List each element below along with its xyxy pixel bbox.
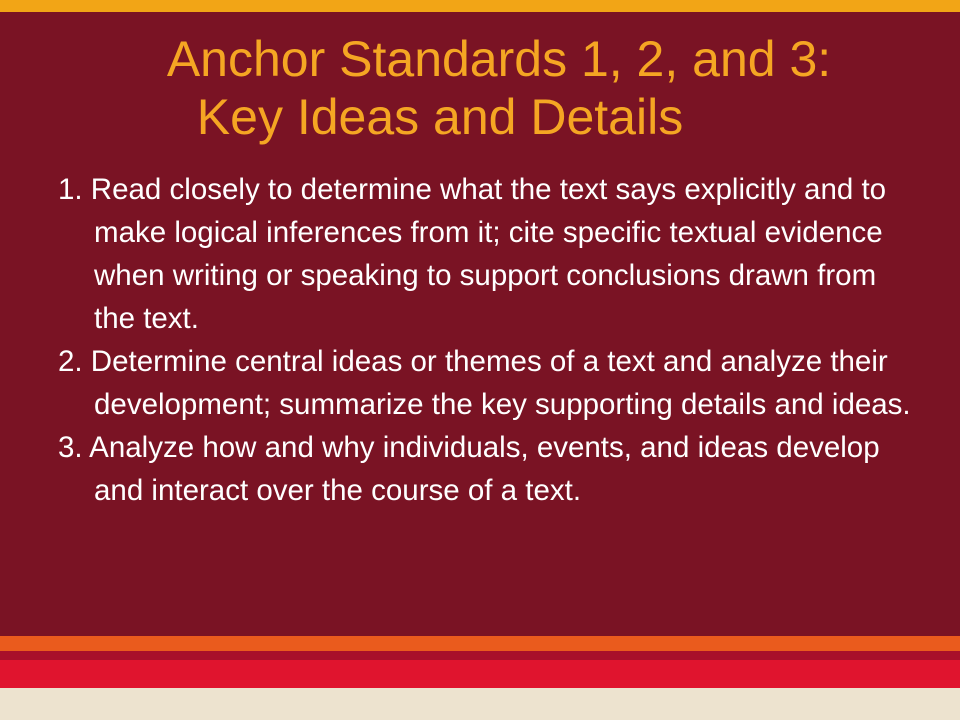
top-accent-bar — [0, 0, 960, 12]
footer-band-orange — [0, 636, 960, 651]
slide-title-line-2: Key Ideas and Details — [196, 89, 684, 145]
footer-band-dark-red — [0, 651, 960, 660]
slide-title — [0, 30, 960, 146]
standard-item-1: 1. Read closely to determine what the text says explicitly and to make logical inferences from it; cite specific textual evidence when writing or speaking to support conclusions drawn from the text. — [58, 173, 887, 335]
footer-band-crimson — [0, 660, 960, 688]
footer-band-cream — [0, 688, 960, 720]
slide-title-line-1: Anchor Standards 1, 2, and 3: — [166, 31, 832, 87]
standard-item-2: 2. Determine central ideas or themes of a text and analyze their development; summarize the key supporting details and ideas. — [58, 345, 911, 421]
standard-item-3: 3. Analyze how and why individuals, events, and ideas develop and interact over the course of a text. — [58, 431, 880, 507]
standards-list — [58, 168, 918, 512]
